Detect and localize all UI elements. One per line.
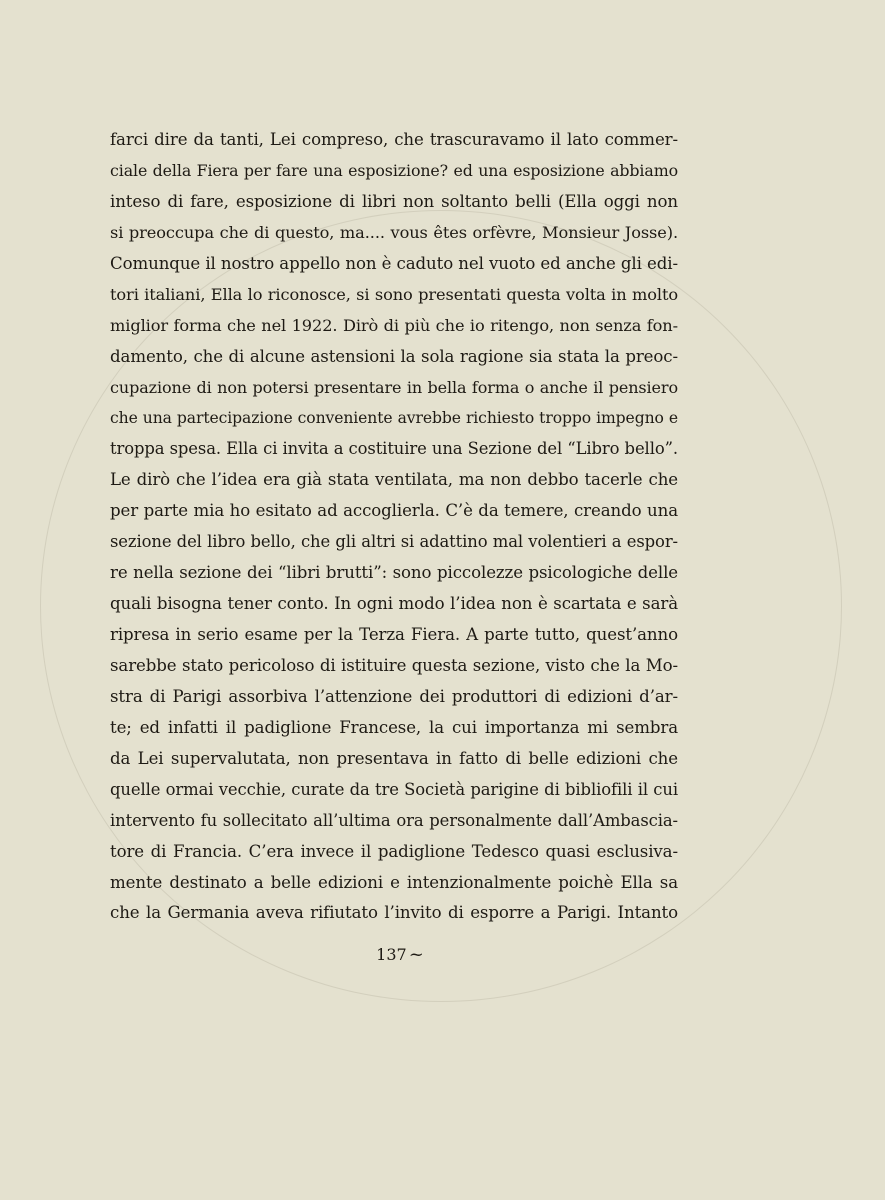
text-line: che una partecipazione conveniente avrebbe richiesto troppo impegno e [110,409,678,428]
text-line: sezione del libro bello, che gli altri si adattino mal volentieri a espor- [110,532,678,552]
text-line: ripresa in serio esame per la Terza Fiera. A parte tutto, quest’anno [110,625,678,644]
text-line: farci dire da tanti, Lei compreso, che trascuravamo il lato commer- [110,130,678,149]
body-text [110,125,678,929]
page-number [360,943,440,967]
text-line: cupazione di non potersi presentare in bella forma o anche il pensiero [110,377,678,397]
text-line: stra di Parigi assorbiva l’attenzione dei produttori di edizioni d’ar- [110,686,678,706]
text-line: da Lei supervalutata, non presentava in fatto di belle edizioni che [110,748,678,768]
text-line: troppa spesa. Ella ci invita a costituire una Sezione del “Libro bello”. [110,439,678,459]
text-line: tore di Francia. C’era invece il padiglione Tedesco quasi esclusiva- [110,841,678,861]
text-line: Le dirò che l’idea era già stata ventilata, ma non debbo tacerle che [110,470,678,490]
text-line: che la Germania aveva rifiutato l’invito di esporre a Parigi. Intanto [110,903,678,923]
text-line: Comunque il nostro appello non è caduto nel vuoto ed anche gli edi- [110,253,678,273]
text-line: intervento fu sollecitato all’ultima ora personalmente dall’Ambascia- [110,810,678,830]
page-number-value: 137 [376,945,407,964]
text-line: mente destinato a belle edizioni e intenzionalmente poichè Ella sa [110,872,678,892]
text-line: ciale della Fiera per fare una esposizione? ed una esposizione abbiamo [110,160,678,180]
text-line: quali bisogna tener conto. In ogni modo l’idea non è scartata e sarà [110,594,678,614]
text-line: si preoccupa che di questo, ma.... vous êtes orfèvre, Monsieur Josse). [110,222,678,242]
text-line: damento, che di alcune astensioni la sola ragione sia stata la preoc- [110,346,678,366]
text-line: tori italiani, Ella lo riconosce, si sono presentati questa volta in molto [110,284,678,304]
flourish-ornament: ~ [408,944,424,965]
text-line: te; ed infatti il padiglione Francese, la cui importanza mi sembra [110,717,678,737]
text-line: re nella sezione dei “libri brutti”: sono piccolezze psicologiche delle [110,563,678,583]
text-line: per parte mia ho esitato ad accoglierla. C’è da temere, creando una [110,501,678,521]
text-line: quelle ormai vecchie, curate da tre Società parigine di bibliofili il cui [110,779,678,799]
text-line: miglior forma che nel 1922. Dirò di più che io ritengo, non senza fon- [110,315,678,335]
text-line: sarebbe stato pericoloso di istituire questa sezione, visto che la Mo- [110,655,678,675]
text-line: inteso di fare, esposizione di libri non soltanto belli (Ella oggi non [110,191,678,211]
